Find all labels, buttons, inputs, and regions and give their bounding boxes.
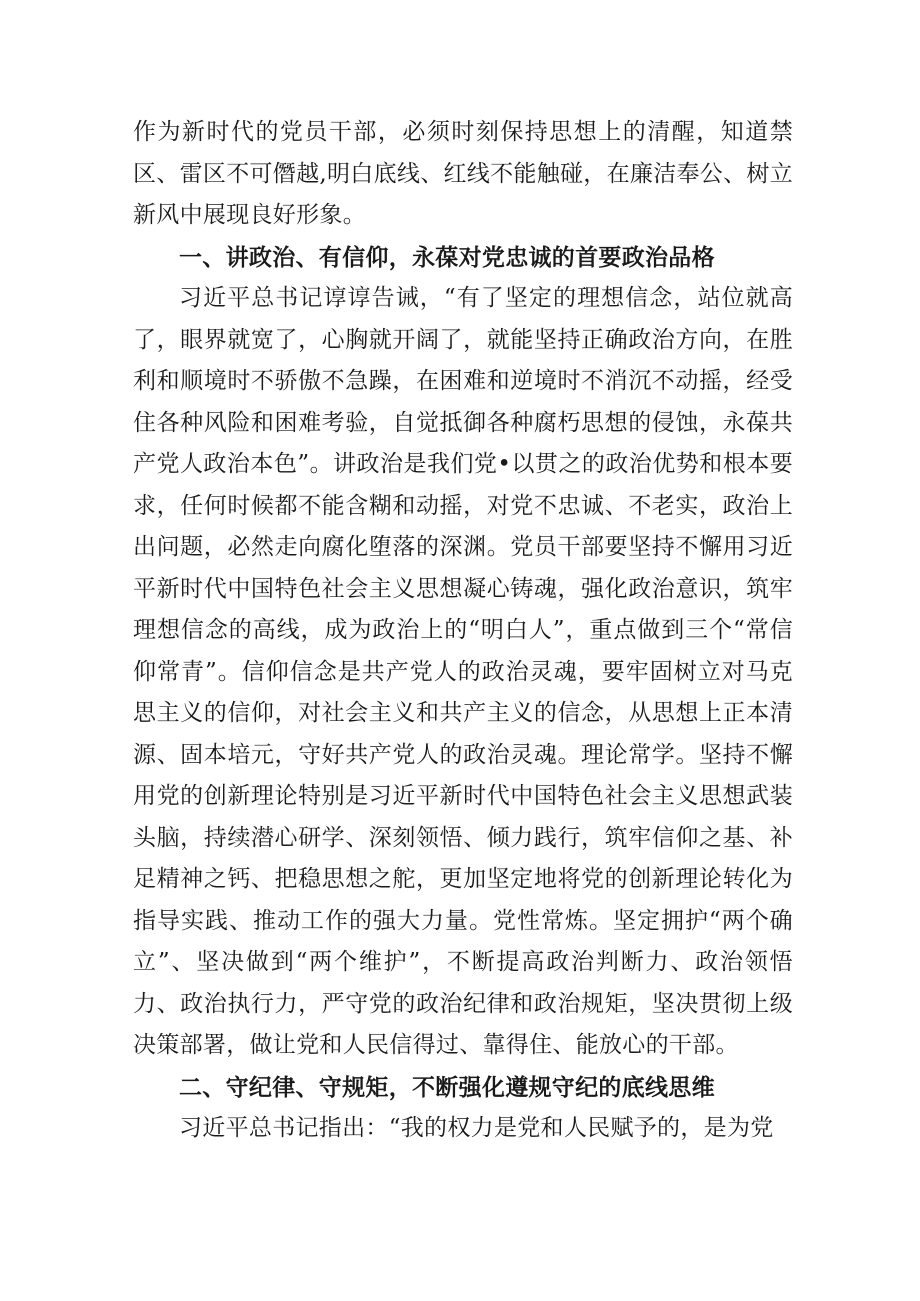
section-2-heading: 二、守纪律、守规矩，不断强化遵规守纪的底线思维: [179, 1073, 715, 1101]
document-body: [133, 112, 793, 1150]
section-1-paragraph: 习近平总书记谆谆告诫，“有了坚定的理想信念，站位就高了，眼界就宽了，心胸就开阔了，就能坚持正确政治方向，在胜利和顺境时不骄傲不急躁，在困难和逆境时不消沉不动摇，经受住各种风险和困难考验，自觉抵御各种腐朽思想的侵蚀，永葆共产党人政治本色”。讲政治是我们党•以贯之的政治优势和根本要求，任何时候都不能含糊和动摇，对党不忠诚、不老实，政治上出问题，必然走向腐化堕落的深渊。党员干部要坚持不懈用习近平新时代中国特色社会主义思想凝心铸魂，强化政治意识，筑牢理想信念的高线，成为政治上的“明白人”，重点做到三个“常信仰常青”。信仰信念是共产党人的政治灵魂，要牢固树立对马克思主义的信仰，对社会主义和共产主义的信念，从思想上正本清源、固本培元，守好共产党人的政治灵魂。理论常学。坚持不懈用党的创新理论特别是习近平新时代中国特色社会主义思想武装头脑，持续潜心研学、深刻领悟、倾力践行，筑牢信仰之基、补足精神之钙、把稳思想之舵，更加坚定地将党的创新理论转化为指导实践、推动工作的强大力量。党性常炼。坚定拥护“两个确立”、坚决做到“两个维护”，不断提高政治判断力、政治领悟力、政治执行力，严守党的政治纪律和政治规矩，坚决贯彻上级决策部署，做让党和人民信得过、靠得住、能放心的干部。: [133, 285, 793, 1058]
section-2-paragraph: 习近平总书记指出：“我的权力是党和人民赋予的，是为党: [179, 1115, 774, 1141]
intro-paragraph: 作为新时代的党员干部，必须时刻保持思想上的清醒，知道禁区、雷区不可僭越,明白底线、红线不能触碰，在廉洁奉公、树立新风中展现良好形象。: [133, 119, 794, 228]
section-1-heading: 一、讲政治、有信仰，永葆对党忠诚的首要政治品格: [179, 243, 715, 271]
